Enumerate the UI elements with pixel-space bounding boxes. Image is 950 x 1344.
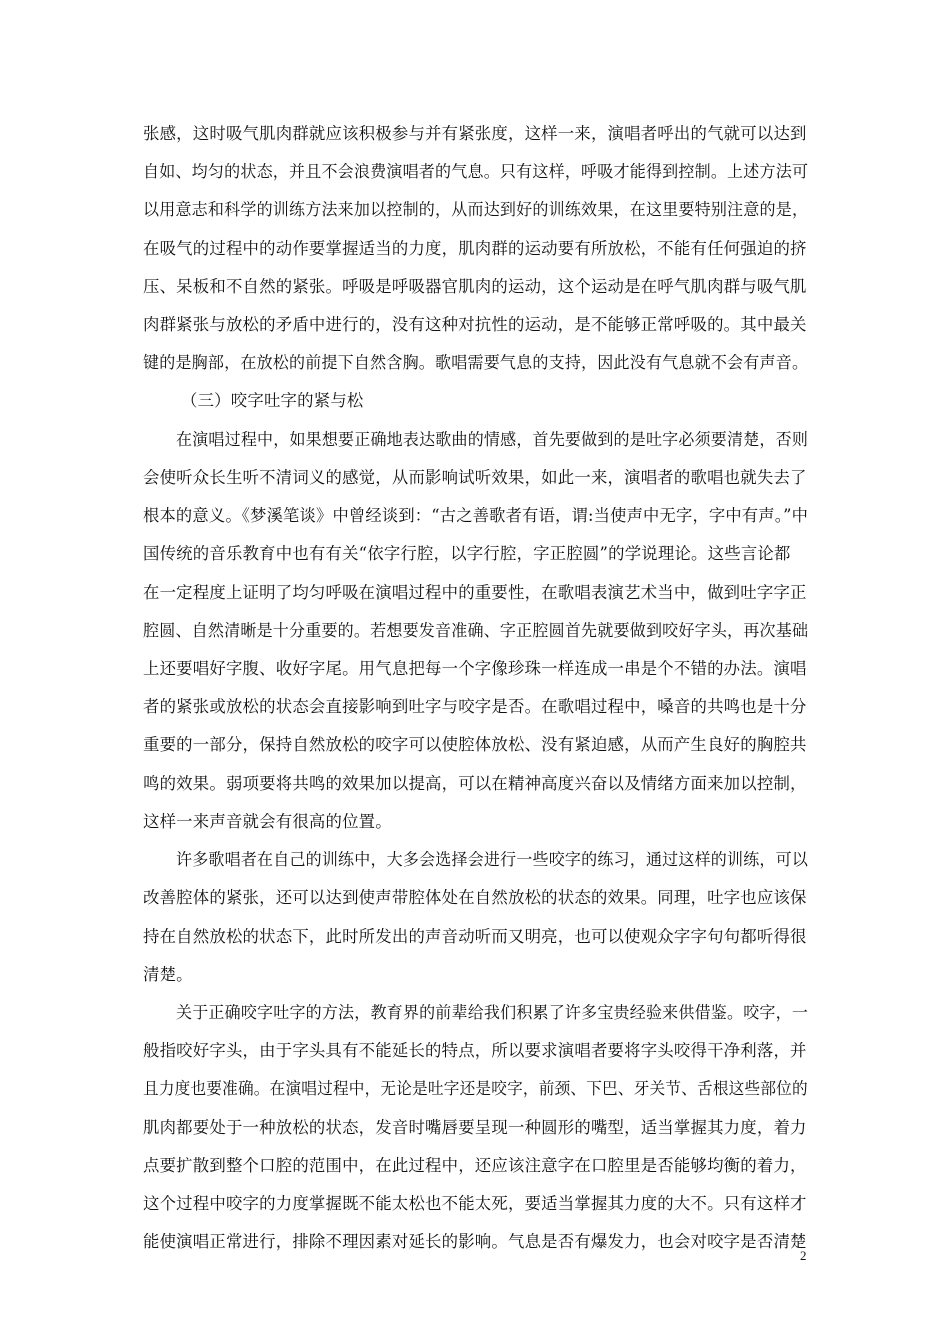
body-text-line: 者的紧张或放松的状态会直接影响到吐字与咬字是否。在歌唱过程中，嗓音的共鸣也是十分	[143, 697, 807, 716]
body-text-line: 鸣的效果。弱项要将共鸣的效果加以提高，可以在精神高度兴奋以及情绪方面来加以控制，	[143, 774, 807, 793]
body-text-line: 持在自然放松的状态下，此时所发出的声音动听而又明亮，也可以使观众字字句句都听得很	[143, 927, 807, 946]
body-text-line: 自如、均匀的状态，并且不会浪费演唱者的气息。只有这样，呼吸才能得到控制。上述方法可	[143, 162, 809, 181]
body-text-line: 般指咬好字头，由于字头具有不能延长的特点，所以要求演唱者要将字头咬得干净利落，并	[143, 1041, 807, 1060]
body-text-line: 且力度也要准确。在演唱过程中，无论是吐字还是咬字，前颈、下巴、牙关节、舌根这些部位的	[143, 1079, 808, 1098]
body-text-line: 点要扩散到整个口腔的范围中，在此过程中，还应该注意字在口腔里是否能够均衡的着力，	[143, 1156, 807, 1175]
body-text-line: 这样一来声音就会有很高的位置。	[143, 812, 392, 831]
body-text-line: 腔圆、自然清晰是十分重要的。若想要发音准确、字正腔圆首先就要做到咬好字头，再次基础	[143, 621, 809, 640]
body-text-line: 在一定程度上证明了均匀呼吸在演唱过程中的重要性，在歌唱表演艺术当中，做到吐字字正	[143, 583, 807, 602]
body-text-line: 肉群紧张与放松的矛盾中进行的，没有这种对抗性的运动，是不能够正常呼吸的。其中最关	[143, 315, 807, 334]
body-text-line: 肌肉都要处于一种放松的状态，发音时嘴唇要呈现一种圆形的嘴型，适当掌握其力度，着力	[143, 1118, 807, 1137]
body-text-line: 键的是胸部，在放松的前提下自然含胸。歌唱需要气息的支持，因此没有气息就不会有声音。	[143, 353, 809, 372]
section-heading: （三）咬字吐字的紧与松	[181, 391, 364, 410]
page-number: 2	[800, 1248, 807, 1263]
body-text-line: 张感，这时吸气肌肉群就应该积极参与并有紧张度，这样一来，演唱者呼出的气就可以达到	[143, 124, 807, 143]
body-text-line: 改善腔体的紧张，还可以达到使声带腔体处在自然放松的状态的效果。同理，吐字也应该保	[143, 888, 807, 907]
body-text-line: 压、呆板和不自然的紧张。呼吸是呼吸器官肌肉的运动，这个运动是在呼气肌肉群与吸气肌	[143, 277, 807, 296]
body-text-line: 这个过程中咬字的力度掌握既不能太松也不能太死，要适当掌握其力度的大不。只有这样才	[143, 1194, 807, 1213]
body-text-line: 国传统的音乐教育中也有有关“依字行腔，以字行腔，字正腔圆”的学说理论。这些言论都	[143, 544, 791, 563]
body-text-line: 关于正确咬字吐字的方法，教育界的前辈给我们积累了许多宝贵经验来供借鉴。咬字，一	[176, 1003, 809, 1022]
body-text-line: 能使演唱正常进行，排除不理因素对延长的影响。气息是否有爆发力，也会对咬字是否清楚	[143, 1232, 807, 1251]
body-text-line: 重要的一部分，保持自然放松的咬字可以使腔体放松、没有紧迫感，从而产生良好的胸腔共	[143, 735, 807, 754]
body-text-line: 许多歌唱者在自己的训练中，大多会选择会进行一些咬字的练习，通过这样的训练，可以	[176, 850, 809, 869]
body-text-line: 以用意志和科学的训练方法来加以控制的，从而达到好的训练效果，在这里要特别注意的是，	[143, 200, 809, 219]
body-text-line: 清楚。	[143, 965, 193, 984]
body-text-line: 在演唱过程中，如果想要正确地表达歌曲的情感，首先要做到的是吐字必须要清楚，否则	[176, 430, 809, 449]
body-text-line: 在吸气的过程中的动作要掌握适当的力度，肌肉群的运动要有所放松，不能有任何强迫的挤	[143, 239, 807, 258]
body-text-line: 会使听众长生听不清词义的感觉，从而影响试听效果，如此一来，演唱者的歌唱也就失去了	[143, 468, 807, 487]
body-text-line: 根本的意义。《梦溪笔谈》中曾经谈到：“古之善歌者有语，谓:当使声中无字，字中有声。”中	[143, 506, 809, 525]
body-text-line: 上还要唱好字腹、收好字尾。用气息把每一个字像珍珠一样连成一串是个不错的办法。演唱	[143, 659, 807, 678]
